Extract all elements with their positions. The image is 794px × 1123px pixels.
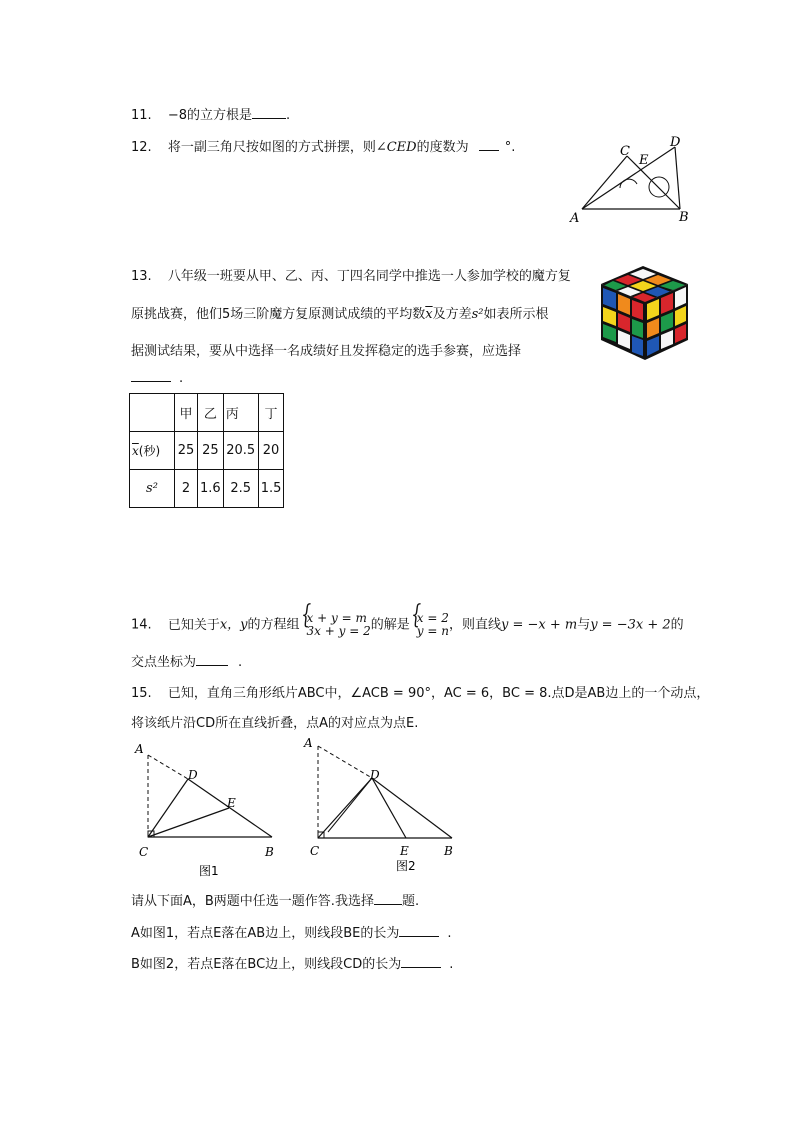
figure-2 — [302, 736, 467, 876]
label-D: D — [188, 768, 198, 782]
segment-CB — [627, 156, 680, 209]
angle-arc — [620, 179, 637, 188]
q15-line2: 将该纸片沿CD所在直线折叠，点A的对应点为点E. — [131, 716, 419, 731]
segment-DB — [372, 778, 452, 838]
table-header: 甲 — [175, 394, 198, 432]
solution-system: { x = 2 y = n — [410, 612, 449, 638]
label-C: C — [139, 845, 149, 859]
angle-circle — [649, 177, 669, 197]
question-number: 12. — [131, 140, 152, 155]
label-C: C — [620, 144, 630, 159]
q11: 11. −8的立方根是 . — [131, 108, 291, 123]
table-header: 丙 — [223, 394, 258, 432]
segment-DE — [372, 778, 406, 838]
table-cell: 2 — [175, 470, 198, 508]
q13-answer-line: . — [131, 371, 183, 386]
question-number: 14. — [131, 617, 152, 633]
label-B: B — [444, 844, 453, 858]
label-E: E — [400, 844, 409, 858]
q14-line1: 14. 已知关于x，y的方程组 { x + y = m 3x + y = 2 的解是 { x = 2 y = n ，则直线y = −x + m与y = −3x + 2的 — [131, 612, 684, 638]
table-cell: 25 — [198, 432, 224, 470]
q15-line1 — [131, 682, 709, 701]
table-row — [130, 432, 284, 470]
segment-CE — [148, 808, 229, 837]
segment-DB — [675, 147, 680, 209]
answer-blank[interactable] — [401, 967, 441, 968]
rubiks-cube-image — [593, 262, 693, 366]
label-C: C — [310, 844, 320, 858]
question-text: 已知，直角三角形纸片ABC中，∠ACB = 90°，AC = 6，BC = 8.点D是AB边上的一个动点， — [167, 686, 710, 701]
figure-caption: 图1 — [199, 864, 219, 878]
figure-caption: 图2 — [396, 859, 416, 873]
table-cell: 2.5 — [223, 470, 258, 508]
label-A: A — [135, 742, 144, 756]
q13-line3: 据测试结果，要从中选择一名成绩好且发挥稳定的选手参赛，应选择 — [131, 344, 522, 359]
q14-line2: 交点坐标为 . — [131, 655, 243, 670]
answer-blank[interactable] — [196, 665, 228, 666]
q15-option-a: A如图1，若点E落在AB边上，则线段BE的长为 . — [131, 926, 452, 941]
q15-choose: 请从下面A，B两题中任选一题作答.我选择 题. — [131, 894, 420, 909]
label-D: D — [370, 768, 380, 782]
segment-AD-dashed — [318, 746, 372, 778]
segment-AC — [582, 156, 627, 209]
table-row — [130, 470, 284, 508]
row-label-variance: s² — [130, 470, 175, 508]
table-cell: 1.5 — [258, 470, 284, 508]
table-header: 丁 — [258, 394, 284, 432]
table-cell: 25 — [175, 432, 198, 470]
table-cell — [130, 394, 175, 432]
segment-CD — [318, 778, 372, 838]
question-number: 13. — [131, 269, 152, 284]
segment-AD-dashed — [148, 755, 188, 779]
q13-line2: 原挑战赛，他们5场三阶魔方复原测试成绩的平均数$\overline{x}$及方差s²如表所示根 — [131, 307, 549, 322]
table-cell: 20.5 — [223, 432, 258, 470]
question-text: 八年级一班要从甲、乙、丙、丁四名同学中推选一人参加学校的魔方复 — [167, 269, 571, 284]
label-E: E — [639, 153, 649, 168]
answer-blank[interactable] — [479, 150, 499, 151]
q12: 12. 将一副三角尺按如图的方式拼摆，则∠CED的度数为 °. — [131, 140, 516, 155]
segment-fold — [328, 778, 372, 832]
answer-blank[interactable] — [399, 936, 439, 937]
label-B: B — [679, 210, 689, 225]
label-E: E — [227, 796, 236, 810]
table-header: 乙 — [198, 394, 224, 432]
label-D: D — [670, 135, 681, 150]
table-header-row — [130, 394, 284, 432]
score-table — [129, 393, 284, 508]
question-number: 11. — [131, 108, 152, 123]
label-B: B — [265, 845, 274, 859]
figure-1 — [133, 740, 283, 880]
q15-option-b: B如图2，若点E落在BC边上，则线段CD的长为 . — [131, 957, 454, 972]
table-cell: 1.6 — [198, 470, 224, 508]
answer-blank[interactable] — [252, 118, 286, 119]
row-label-mean: $\overline{x}$(秒) — [130, 432, 175, 470]
question-number: 15. — [131, 686, 152, 701]
set-square-figure — [565, 132, 695, 227]
equation-system: { x + y = m 3x + y = 2 — [300, 612, 371, 638]
answer-blank[interactable] — [374, 904, 402, 905]
question-text: −8的立方根是 — [167, 108, 252, 123]
question-text: 将一副三角尺按如图的方式拼摆，则 — [167, 140, 376, 155]
q13-line1 — [131, 265, 571, 284]
table-cell: 20 — [258, 432, 284, 470]
answer-blank[interactable] — [131, 381, 171, 382]
label-A: A — [304, 736, 313, 750]
segment-CD — [148, 779, 188, 837]
label-A: A — [570, 211, 580, 226]
